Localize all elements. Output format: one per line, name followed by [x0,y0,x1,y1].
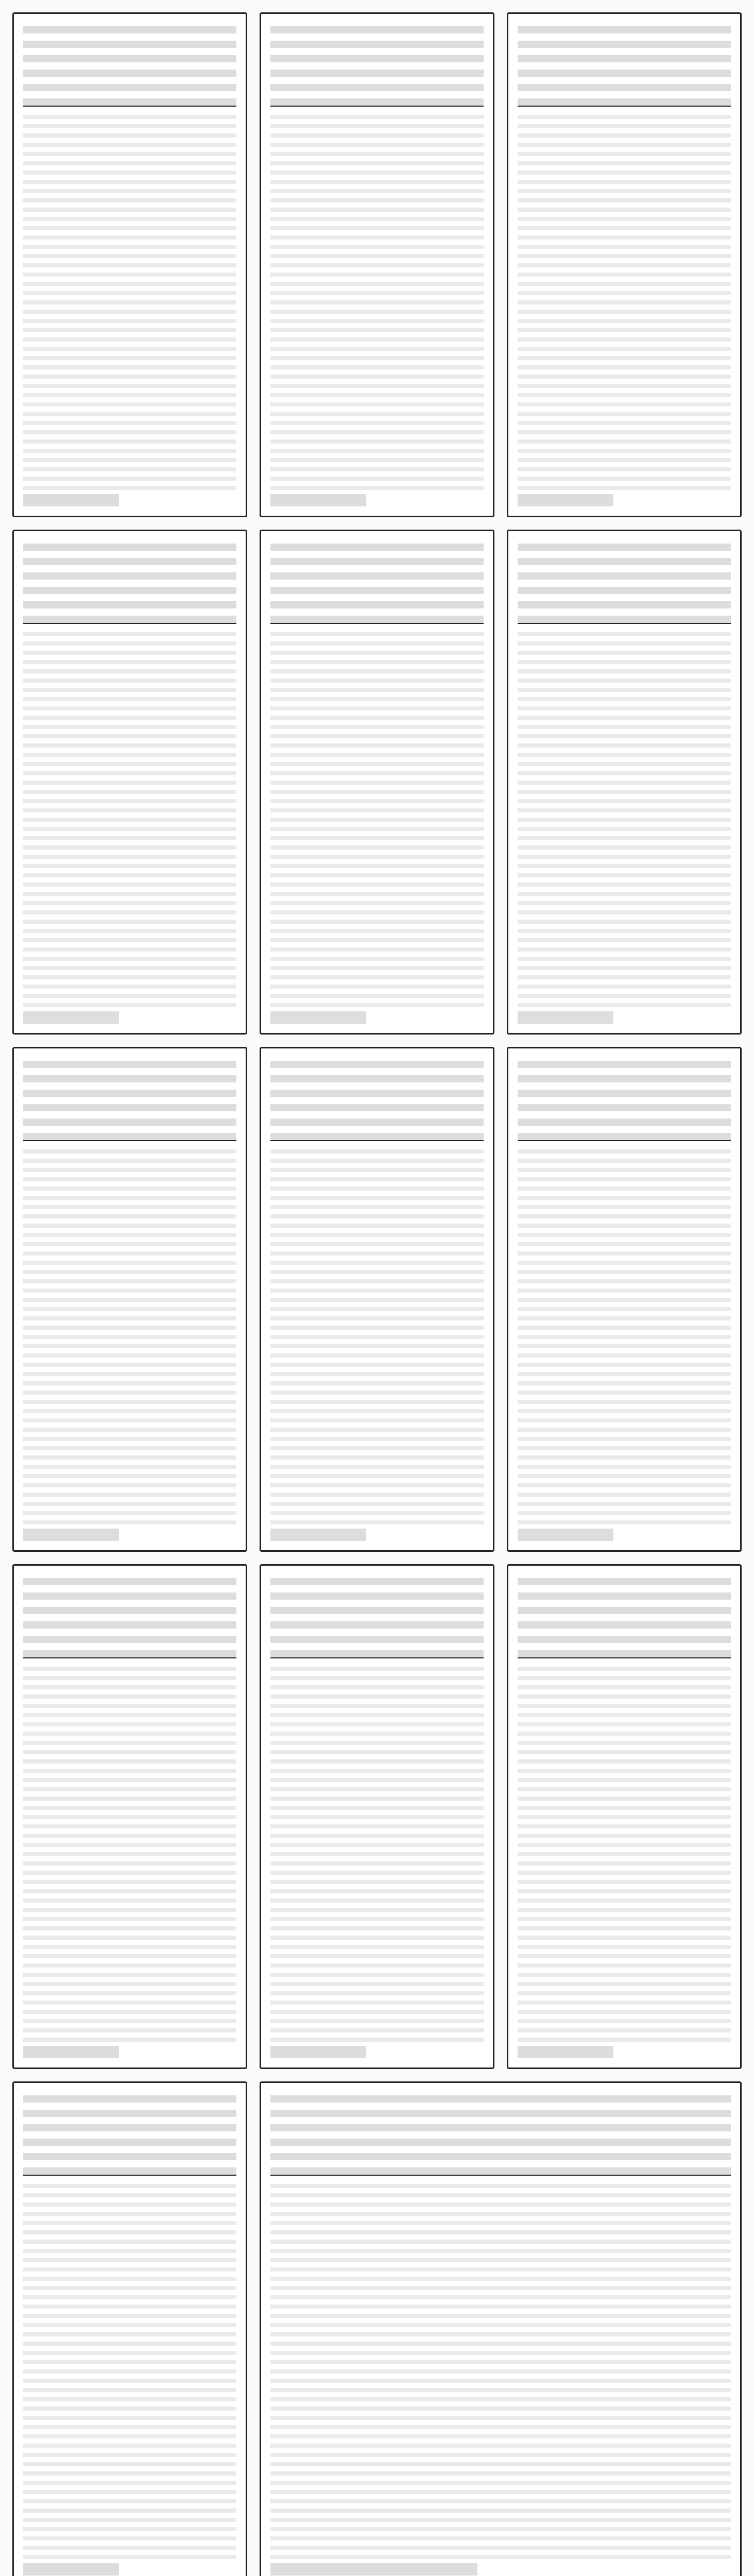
notice-body [23,2184,236,2559]
notice-header [23,2092,236,2176]
notice-card [12,1047,247,1552]
notice-card [12,530,247,1035]
notice-footer [518,2046,613,2058]
notice-footer [518,1011,613,1024]
notice-card [507,1564,742,2069]
notice-card [507,12,742,517]
notice-footer [270,494,366,506]
notice-footer [270,2563,477,2575]
notice-footer [518,1529,613,1541]
notices-grid [12,12,742,2576]
notice-body [270,2184,731,2559]
notice-card [260,1047,494,1552]
notice-card [260,12,494,517]
notice-header [270,540,484,624]
notice-card [507,530,742,1035]
notice-card-wide [260,2081,742,2576]
notice-header [518,1058,731,1141]
notice-header [270,1058,484,1141]
notice-footer [518,494,613,506]
notice-footer [23,1011,119,1024]
notice-body [518,1149,731,1524]
notice-footer [23,2046,119,2058]
notice-body [23,1667,236,2042]
notice-body [270,1667,484,2042]
notice-card [12,2081,247,2576]
notice-body [23,1149,236,1524]
notice-card [260,1564,494,2069]
notice-header [23,1575,236,1658]
notice-body [23,632,236,1007]
notice-body [23,115,236,490]
notice-body [518,115,731,490]
notice-card [507,1047,742,1552]
notice-header [270,2092,731,2176]
notice-footer [270,1011,366,1024]
notice-card [260,530,494,1035]
notice-body [270,632,484,1007]
notice-footer [270,1529,366,1541]
notice-body [518,632,731,1007]
notice-body [270,1149,484,1524]
notice-header [23,23,236,107]
notice-header [518,23,731,107]
notice-footer [23,494,119,506]
notice-body [270,115,484,490]
notice-header [518,1575,731,1658]
notice-card [12,12,247,517]
notice-header [518,540,731,624]
notice-footer [23,1529,119,1541]
notice-body [518,1667,731,2042]
notice-card [12,1564,247,2069]
notice-header [23,1058,236,1141]
notice-header [270,1575,484,1658]
notice-header [270,23,484,107]
notice-header [23,540,236,624]
notice-footer [270,2046,366,2058]
notice-footer [23,2563,119,2575]
